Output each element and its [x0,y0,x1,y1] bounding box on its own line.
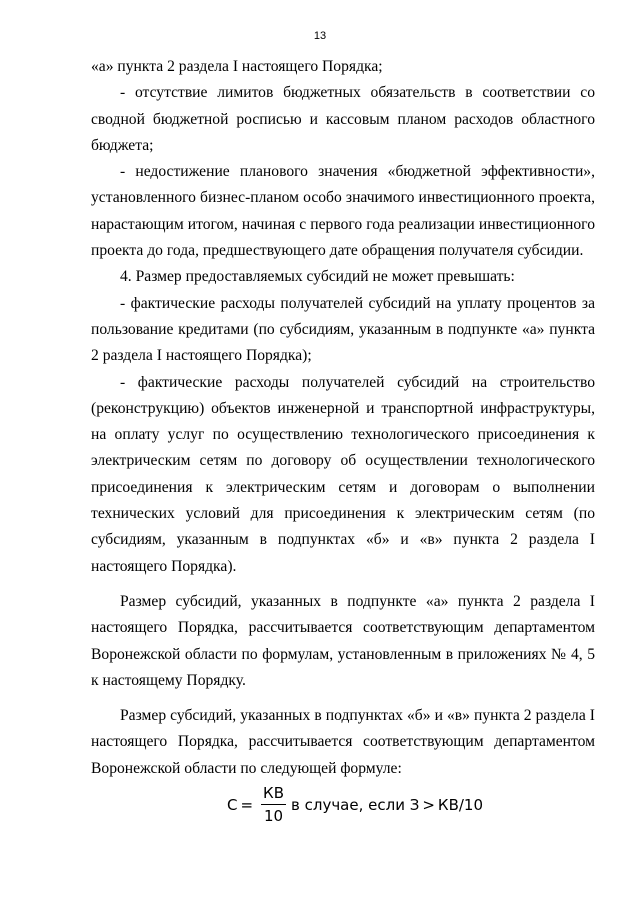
formula-lhs: С [226,795,238,814]
formula-numerator: КВ [261,784,286,805]
formula-comparison: > [422,795,435,814]
page-number: 13 [313,30,327,42]
formula-rhs: КВ/10 [437,795,484,814]
paragraph-item-4: 4. Размер предоставляемых субсидий не может превышать: [120,268,515,286]
formula-fraction [261,784,286,825]
paragraph-no-budget-limits: - отсутствие лимитов бюджетных обязательств в соответствии со сводной бюджетной росписью и кассовым планом расходов областного бюджета; [91,84,595,154]
paragraph-subsidy-size-a: Размер субсидий, указанных в подпункте «а» пункта 2 раздела I настоящего Порядка, рассчитывается соответствующим департаментом Воронежской области по формулам, установленным в приложениях № 4, 5 к настоящему Порядку. [91,592,595,689]
document-body [91,54,595,782]
subsidy-formula [0,784,640,825]
formula-denominator: 10 [263,807,284,825]
formula-expression [227,784,483,825]
paragraph-infrastructure-expenses: - фактические расходы получателей субсидий на строительство (реконструкцию) объектов инженерной и транспортной инфраструктуры, на оплату услуг по осуществлению технологического присоединения к электрическим сетям по договору об осуществлении технологического присоединения к электрическим сетям и договорам о выполнении технических условий для присоединения к электрическим сетям (по субсидиям, указанным в подпунктах «б» и «в» пункта 2 раздела I настоящего Порядка). [91,373,595,575]
paragraph-efficiency-not-achieved: - недостижение планового значения «бюджетной эффективности», установленного бизнес-планом особо значимого инвестиционного проекта, нарастающим итогом, начиная с первого года реализации инвестиционного проекта до года, предшествующего дате обращения получателя субсидии. [91,163,595,260]
paragraph-continuation: «а» пункта 2 раздела I настоящего Порядка; [91,58,383,75]
paragraph-interest-expenses: - фактические расходы получателей субсидий на уплату процентов за пользование кредитами (по субсидиям, указанным в подпункте «а» пункта 2 раздела I настоящего Порядка); [91,294,595,365]
formula-condition: в случае, если З [291,795,420,814]
formula-equals: = [240,795,254,814]
paragraph-subsidy-size-b-v: Размер субсидий, указанных в подпунктах «б» и «в» пункта 2 раздела I настоящего Порядка, рассчитывается соответствующим департаментом Воронежской области по следующей формуле: [91,707,595,777]
